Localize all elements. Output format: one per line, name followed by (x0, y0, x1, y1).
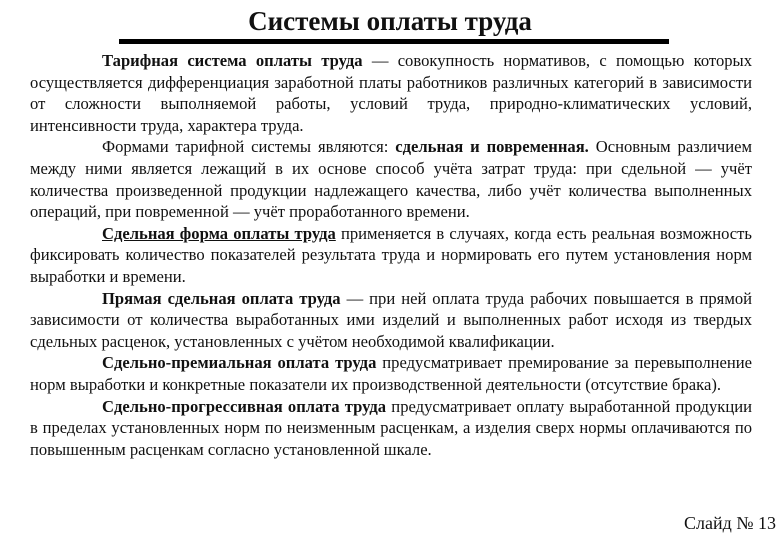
paragraph-piece-progressive (30, 396, 752, 461)
term-piece-progressive: Сдельно-прогрессивная оплата труда (102, 396, 387, 416)
term-direct-piece: Прямая сдельная оплата труда (102, 288, 341, 308)
paragraph-tariff-forms (30, 136, 752, 222)
slide-number: Слайд № 13 (684, 513, 776, 533)
slide-title: Системы оплаты труда (248, 6, 532, 36)
paragraph-piece-form (30, 223, 752, 288)
paragraph-text: предусматривает премирование за перевыполнение норм выработки и конкретные показатели их производственной деятельности (отсутствие брака). (30, 353, 752, 394)
paragraph-piece-bonus (30, 352, 752, 395)
term-piece-form: Сдельная форма оплаты труда (102, 223, 336, 243)
paragraph-direct-piece (30, 288, 752, 353)
term-piece-bonus: Сдельно-премиальная оплата труда (102, 353, 377, 373)
paragraph-text: — совокупность нормативов, с помощью которых осуществляется дифференциация заработной платы работников различных категорий в зависимости от сложности выполняемой работы, условий труда, природно-климатических условий, интенсивности труда, характера труда. (30, 51, 752, 135)
title-underline-divider (119, 39, 669, 44)
term-tariff-system: Тарифная система оплаты труда (102, 51, 363, 70)
paragraph-text: применяется в случаях, когда есть реальная возможность фиксировать количество показателей результата труда и нормировать его путем установления норм выработки и времени. (30, 223, 752, 286)
term-tariff-forms: сдельная и повременная. (395, 137, 589, 157)
paragraph-lead: Формами тарифной системы являются: (102, 137, 396, 157)
paragraph-text: — при ней оплата труда рабочих повышается в прямой зависимости от количества выработанных ими изделий и выполненных работ исходя из твердых сдельных расценок, установленных с учётом необходимой квалификации. (30, 288, 752, 351)
slide-body (30, 50, 752, 460)
paragraph-tariff-system (30, 50, 752, 136)
paragraph-text: предусматривает оплату выработанной продукции в пределах установленных норм по неизменным расценкам, а изделия сверх нормы оплачиваются по повышенным расценкам согласно установленной шкале. (30, 396, 752, 459)
paragraph-text: Основным различием между ними является лежащий в их основе способ учёта затрат труда: при сдельной — учёт количества произведенной продукции надлежащего качества, либо учёт количества выполненных операций, при повременной — учёт проработанного времени. (30, 137, 752, 222)
